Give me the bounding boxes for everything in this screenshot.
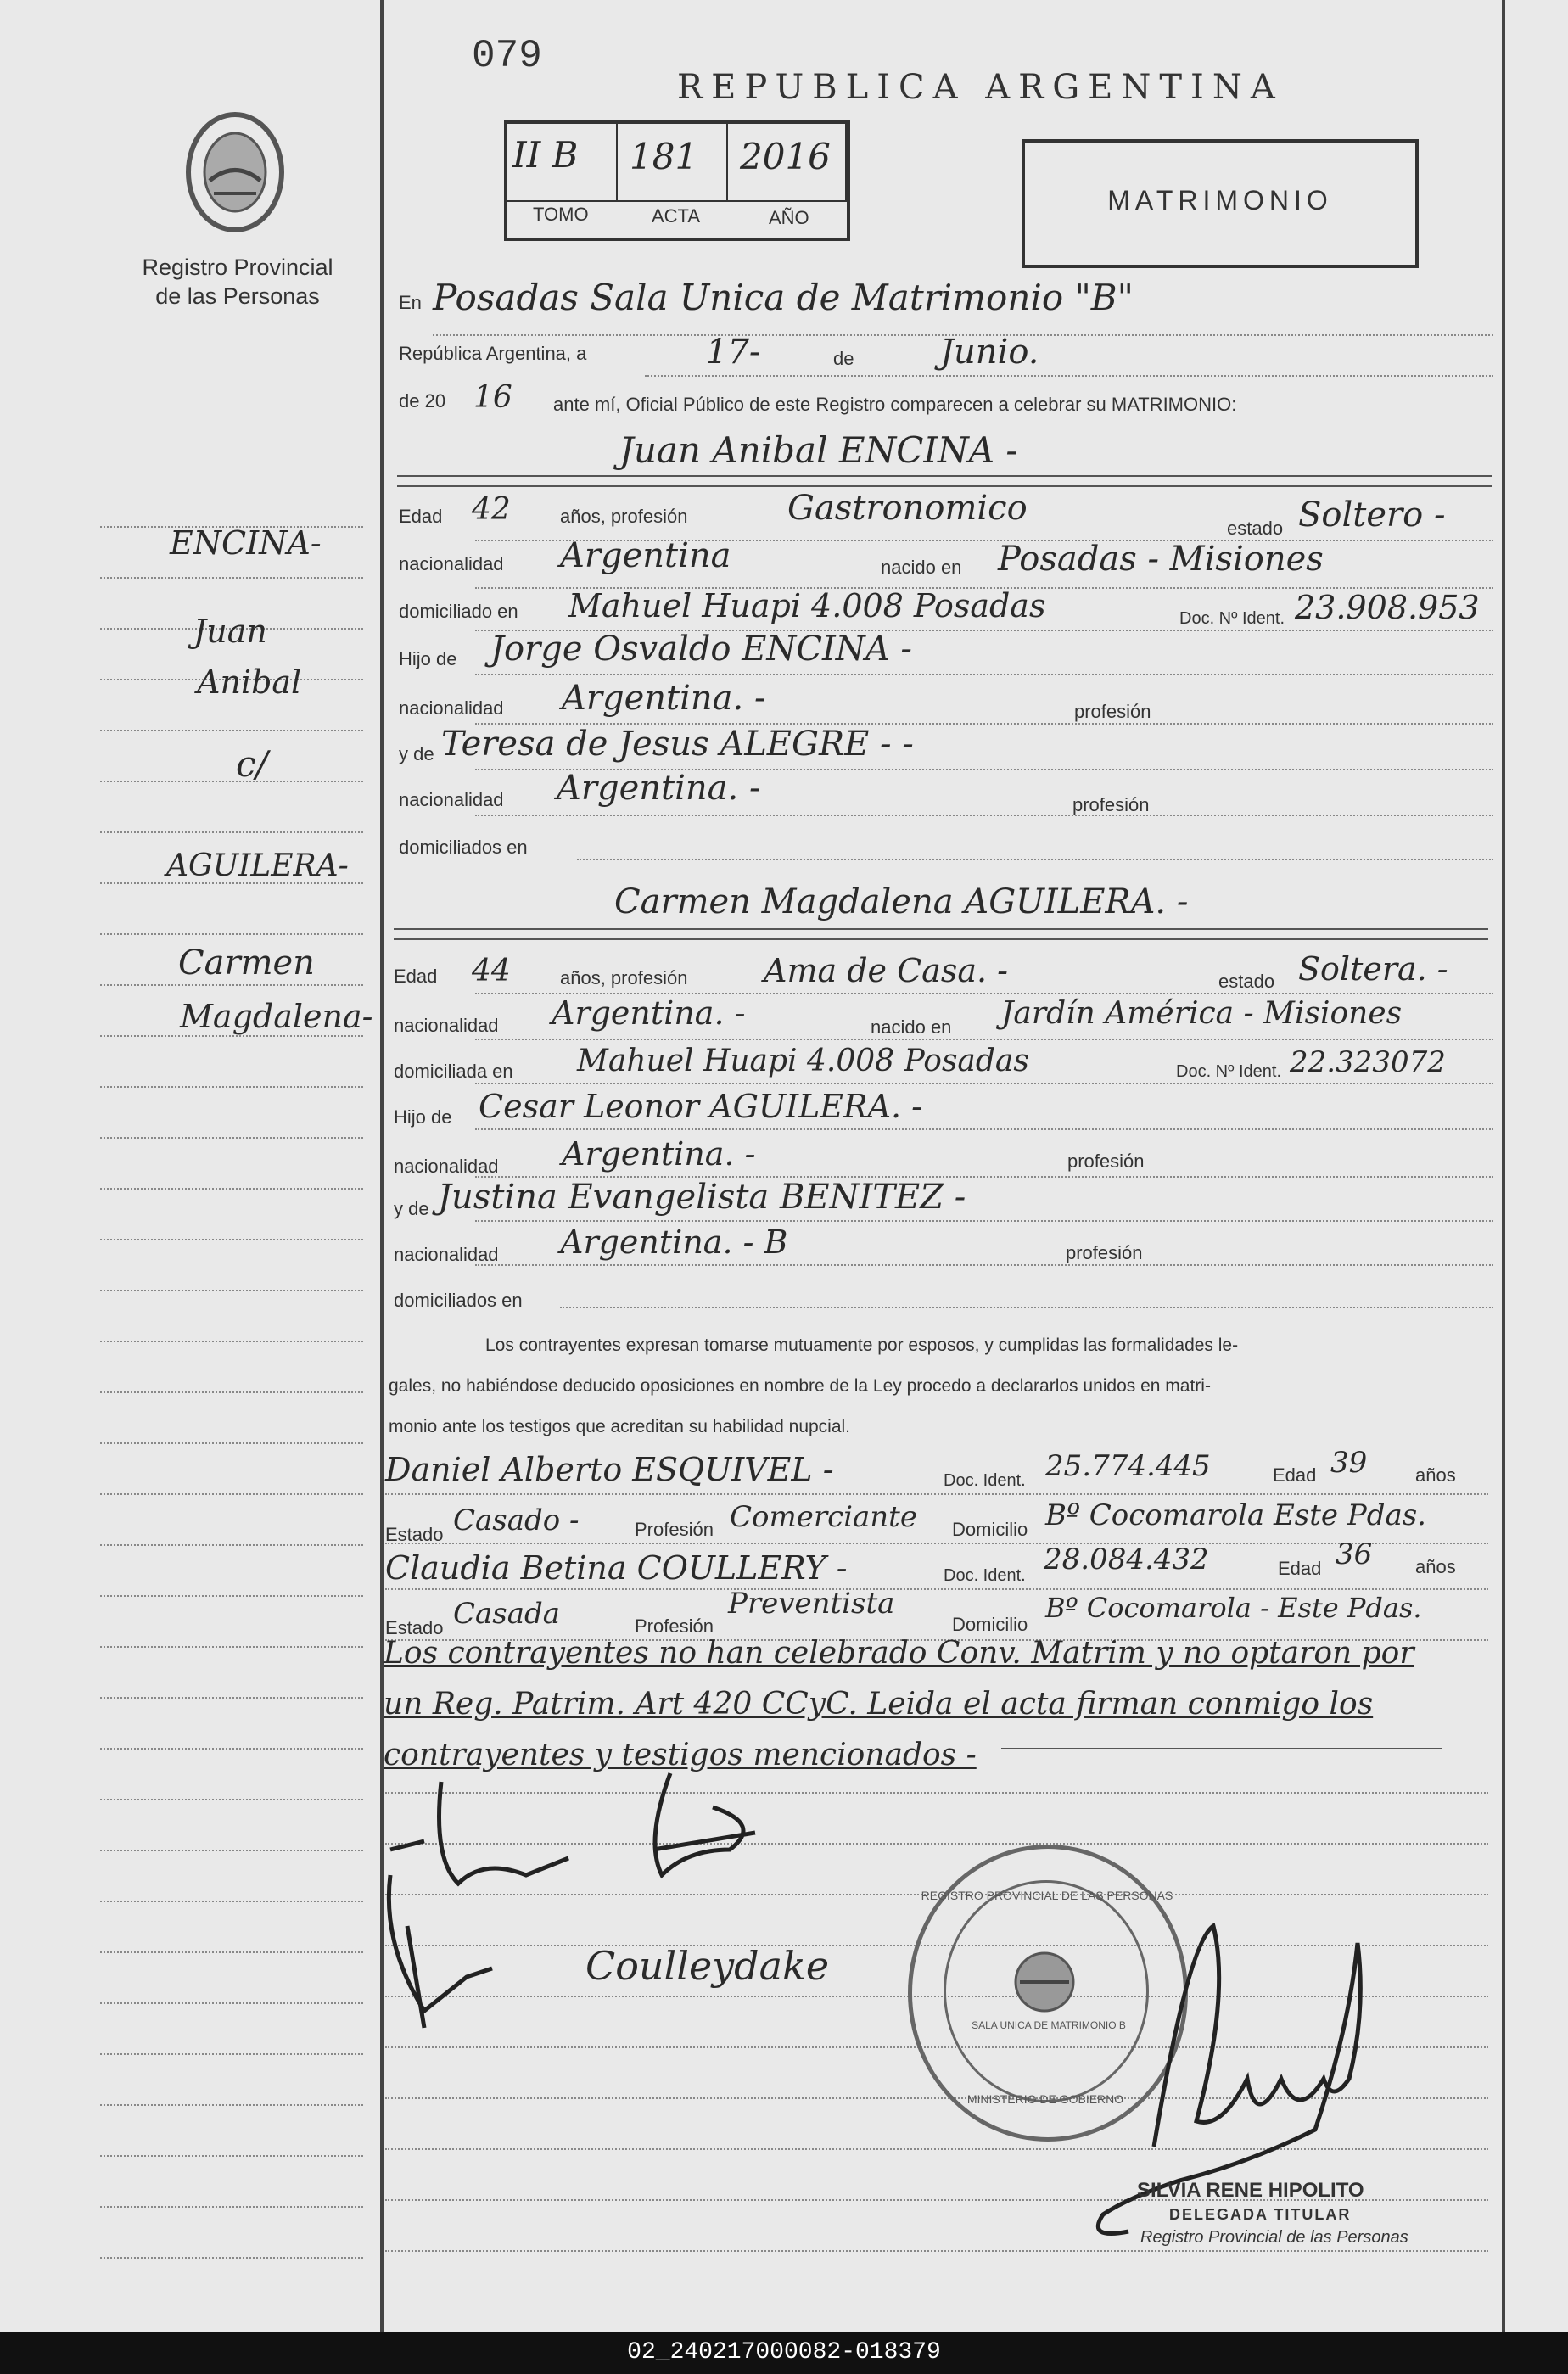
de-label: de bbox=[833, 348, 854, 369]
tomo-value: II B bbox=[512, 134, 579, 176]
margin-line bbox=[100, 1697, 363, 1699]
witness1-doc-value: 25.774.445 bbox=[1045, 1449, 1211, 1483]
bride-padre-nac: Argentina. - bbox=[562, 1135, 756, 1173]
rule bbox=[385, 2250, 1488, 2253]
margin-line bbox=[100, 1595, 363, 1598]
margin-line bbox=[100, 2104, 363, 2107]
notes-line-1: Los contrayentes no han celebrado Conv. Matrim y no optaron por bbox=[384, 1636, 1414, 1671]
margin-line bbox=[100, 730, 363, 732]
rule bbox=[1001, 1748, 1442, 1749]
margin-line bbox=[100, 984, 363, 987]
margin-line bbox=[100, 1951, 363, 1954]
rule bbox=[475, 1128, 1493, 1131]
place-value: Posadas Sala Unica de Matrimonio "B" bbox=[433, 277, 1134, 318]
groom-domicilio: Mahuel Huapi 4.008 Posadas bbox=[568, 587, 1046, 624]
margin-surname: ENCINA- bbox=[170, 524, 322, 562]
official-title: DELEGADA TITULAR bbox=[1169, 2206, 1352, 2223]
registry-name-line1: Registro Provincial bbox=[142, 255, 333, 280]
anio-value: 2016 bbox=[740, 136, 831, 177]
en-label: En bbox=[399, 292, 422, 313]
rule bbox=[385, 1543, 1488, 1545]
margin-line bbox=[100, 1239, 363, 1241]
declaration-line-2: gales, no habiéndose deducido oposiciones en nombre de la Ley procedo a declararlos unidos en matri- bbox=[389, 1376, 1211, 1396]
bride-estado-label: estado bbox=[1218, 971, 1275, 992]
groom-estado-label: estado bbox=[1227, 518, 1284, 539]
margin-bride-middle-name: Magdalena- bbox=[180, 998, 373, 1035]
bride-nacionalidad: Argentina. - bbox=[552, 994, 746, 1032]
bride-madre-prof-label: profesión bbox=[1066, 1242, 1143, 1263]
bride-nacido-value: Jardín América - Misiones bbox=[1001, 996, 1403, 1031]
rule bbox=[475, 674, 1493, 676]
margin-line bbox=[100, 577, 363, 580]
bride-nacido-label: nacido en bbox=[871, 1016, 952, 1038]
groom-doc-value: 23.908.953 bbox=[1295, 589, 1480, 626]
margin-line bbox=[100, 2002, 363, 2005]
provincial-emblem-icon bbox=[180, 109, 290, 236]
groom-edad-value: 42 bbox=[472, 492, 511, 527]
rule bbox=[475, 1220, 1493, 1223]
witness-signature: Coulleydake bbox=[585, 1943, 830, 1989]
margin-bride-first-name: Carmen bbox=[178, 943, 315, 983]
anio-label: AÑO bbox=[769, 207, 809, 228]
witness1-edad-value: 39 bbox=[1330, 1446, 1368, 1480]
rule bbox=[577, 859, 1493, 861]
witness1-profesion: Comerciante bbox=[730, 1500, 917, 1534]
groom-estado-value: Soltero - bbox=[1298, 496, 1446, 535]
seal-bottom-text: MINISTERIO DE GOBIERNO bbox=[966, 2092, 1124, 2106]
witness2-profesion: Preventista bbox=[728, 1587, 895, 1621]
bride-nac-label: nacionalidad bbox=[394, 1015, 499, 1036]
page-number: 079 bbox=[472, 34, 542, 78]
margin-line bbox=[100, 1341, 363, 1343]
republica-label: República Argentina, a bbox=[399, 343, 587, 364]
notes-line-3: contrayentes y testigos mencionados - bbox=[384, 1738, 977, 1772]
margin-line bbox=[100, 1086, 363, 1089]
margin-line bbox=[100, 2053, 363, 2056]
bride-edad-value: 44 bbox=[472, 954, 511, 988]
rule bbox=[394, 938, 1488, 940]
declaration-line-3: monio ante los testigos que acreditan su habilidad nupcial. bbox=[389, 1417, 851, 1436]
margin-line bbox=[100, 1391, 363, 1394]
witness2-name: Claudia Betina COULLERY - bbox=[385, 1549, 848, 1587]
margin-line bbox=[100, 2206, 363, 2209]
bride-estado-value: Soltera. - bbox=[1298, 950, 1448, 988]
witness1-prof-label: Profesión bbox=[635, 1519, 714, 1540]
groom-padre-prof-label: profesión bbox=[1074, 701, 1151, 722]
bride-padre-nac-label: nacionalidad bbox=[394, 1156, 499, 1177]
groom-padre-label: Hijo de bbox=[399, 648, 457, 669]
tomo-label: TOMO bbox=[533, 204, 589, 225]
bride-padre-label: Hijo de bbox=[394, 1106, 452, 1128]
bride-padre-value: Cesar Leonor AGUILERA. - bbox=[479, 1088, 923, 1125]
bride-dom-label: domiciliada en bbox=[394, 1061, 513, 1082]
witness2-domicilio: Bº Cocomarola - Este Pdas. bbox=[1045, 1592, 1422, 1624]
witness1-estado-label: Estado bbox=[385, 1524, 444, 1545]
official-name: SILVIA RENE HIPOLITO bbox=[1137, 2179, 1364, 2202]
margin-line bbox=[100, 781, 363, 783]
rule bbox=[560, 1307, 1493, 1309]
groom-madre-nac-label: nacionalidad bbox=[399, 789, 504, 810]
groom-nacido-value: Posadas - Misiones bbox=[998, 540, 1324, 579]
witness2-doc-label: Doc. Ident. bbox=[944, 1566, 1026, 1585]
margin-line bbox=[100, 1035, 363, 1038]
margin-line bbox=[100, 2257, 363, 2259]
notes-line-2: un Reg. Patrim. Art 420 CCyC. Leida el acta firman conmigo los bbox=[384, 1687, 1374, 1722]
month-value: Junio. bbox=[940, 333, 1039, 372]
margin-line bbox=[100, 1188, 363, 1190]
rule bbox=[397, 485, 1492, 487]
acta-label: ACTA bbox=[652, 205, 701, 227]
witness2-doc-value: 28.084.432 bbox=[1044, 1543, 1209, 1576]
groom-dom-label: domiciliado en bbox=[399, 601, 518, 622]
rule bbox=[645, 375, 1493, 378]
groom-profesion-value: Gastronomico bbox=[787, 489, 1028, 528]
margin-line bbox=[100, 1901, 363, 1903]
rule bbox=[475, 1264, 1493, 1267]
groom-madre-label: y de bbox=[399, 743, 434, 764]
image-id-footer: 02_240217000082-018379 bbox=[0, 2332, 1568, 2374]
margin-connector: c/ bbox=[236, 743, 268, 785]
groom-doc-label: Doc. Nº Ident. bbox=[1179, 609, 1285, 628]
bride-padre-prof-label: profesión bbox=[1067, 1151, 1145, 1172]
margin-middle-name: Anibal bbox=[197, 663, 302, 701]
right-rule bbox=[1502, 0, 1505, 2332]
rule bbox=[475, 1039, 1493, 1041]
margin-line bbox=[100, 1646, 363, 1649]
rule bbox=[394, 928, 1488, 930]
groom-padre-nac: Argentina. - bbox=[562, 679, 766, 718]
margin-line bbox=[100, 1748, 363, 1750]
rule bbox=[475, 1083, 1493, 1085]
groom-nacido-label: nacido en bbox=[881, 557, 962, 578]
groom-madre-value: Teresa de Jesus ALEGRE - - bbox=[441, 725, 914, 764]
groom-nac-label: nacionalidad bbox=[399, 553, 504, 574]
year-prefix: de 20 bbox=[399, 390, 446, 412]
rule bbox=[385, 1493, 1488, 1496]
bride-doc-label: Doc. Nº Ident. bbox=[1176, 1062, 1282, 1081]
witness2-dom-label: Domicilio bbox=[952, 1614, 1028, 1635]
act-type-label: MATRIMONIO bbox=[1107, 185, 1333, 216]
bride-profesion-label: años, profesión bbox=[560, 967, 688, 988]
witness2-estado-label: Estado bbox=[385, 1617, 444, 1638]
groom-nacionalidad: Argentina bbox=[560, 536, 731, 575]
bride-doc-value: 22.323072 bbox=[1290, 1045, 1446, 1079]
declaration-line-1: Los contrayentes expresan tomarse mutuamente por esposos, y cumplidas las formalidades le- bbox=[485, 1335, 1239, 1355]
margin-line bbox=[100, 1544, 363, 1547]
day-value: 17- bbox=[706, 333, 761, 372]
bride-madre-nac: Argentina. - B bbox=[560, 1223, 788, 1261]
bride-madre-label: y de bbox=[394, 1198, 429, 1219]
margin-line bbox=[100, 1799, 363, 1801]
margin-line bbox=[100, 831, 363, 834]
groom-edad-label: Edad bbox=[399, 506, 443, 527]
groom-name: Juan Anibal ENCINA - bbox=[619, 429, 1018, 471]
official-org: Registro Provincial de las Personas bbox=[1140, 2228, 1408, 2247]
witness2-prof-label: Profesión bbox=[635, 1615, 714, 1637]
witness1-name: Daniel Alberto ESQUIVEL - bbox=[385, 1451, 834, 1488]
rule bbox=[385, 1588, 1488, 1591]
seal-ring-text: REGISTRO PROVINCIAL DE LAS PERSONAS bbox=[921, 1889, 1173, 1902]
margin-line bbox=[100, 1290, 363, 1292]
bride-madre-nac-label: nacionalidad bbox=[394, 1244, 499, 1265]
margin-line bbox=[100, 1850, 363, 1852]
margin-line bbox=[100, 1137, 363, 1139]
margin-first-name: Juan bbox=[193, 613, 267, 650]
seal-coat-of-arms-icon bbox=[1006, 1948, 1083, 2016]
contracting-parties-signatures-icon bbox=[373, 1756, 815, 2062]
witness2-anos-label: años bbox=[1415, 1556, 1456, 1577]
margin-line bbox=[100, 2155, 363, 2158]
bride-edad-label: Edad bbox=[394, 966, 438, 987]
registry-name-line2: de las Personas bbox=[155, 283, 320, 309]
year-suffix: 16 bbox=[473, 380, 512, 415]
witness1-anos-label: años bbox=[1415, 1464, 1456, 1486]
groom-padre-nac-label: nacionalidad bbox=[399, 697, 504, 719]
margin-bride-surname: AGUILERA- bbox=[166, 848, 349, 883]
country-title: REPUBLICA ARGENTINA bbox=[677, 68, 1284, 107]
witness1-doc-label: Doc. Ident. bbox=[944, 1471, 1026, 1490]
rule bbox=[397, 475, 1492, 477]
groom-domiciliados-label: domiciliados en bbox=[399, 837, 528, 858]
witness1-edad-label: Edad bbox=[1273, 1464, 1317, 1486]
witness1-dom-label: Domicilio bbox=[952, 1519, 1028, 1540]
witness2-edad-label: Edad bbox=[1278, 1558, 1322, 1579]
groom-madre-prof-label: profesión bbox=[1072, 794, 1150, 815]
witness2-edad-value: 36 bbox=[1336, 1537, 1373, 1571]
witness1-estado-value: Casado - bbox=[453, 1503, 580, 1537]
margin-line bbox=[100, 1493, 363, 1496]
groom-padre-value: Jorge Osvaldo ENCINA - bbox=[490, 630, 912, 669]
bride-profesion-value: Ama de Casa. - bbox=[764, 952, 1008, 989]
groom-profesion-label: años, profesión bbox=[560, 506, 688, 527]
seal-inner-text: SALA UNICA DE MATRIMONIO B bbox=[972, 2019, 1126, 2031]
bride-domiciliados-label: domiciliados en bbox=[394, 1290, 523, 1311]
bride-madre-value: Justina Evangelista BENITEZ - bbox=[438, 1178, 966, 1217]
witness2-estado-value: Casada bbox=[453, 1597, 561, 1631]
rule bbox=[475, 815, 1493, 817]
groom-madre-nac: Argentina. - bbox=[557, 769, 761, 808]
margin-line bbox=[100, 1442, 363, 1445]
bride-name: Carmen Magdalena AGUILERA. - bbox=[614, 882, 1189, 921]
intro-text: ante mí, Oficial Público de este Registro comparecen a celebrar su MATRIMONIO: bbox=[553, 394, 1237, 415]
bride-domicilio: Mahuel Huapi 4.008 Posadas bbox=[577, 1044, 1029, 1078]
acta-value: 181 bbox=[630, 136, 698, 177]
margin-line bbox=[100, 933, 363, 936]
witness1-domicilio: Bº Cocomarola Este Pdas. bbox=[1045, 1498, 1426, 1532]
